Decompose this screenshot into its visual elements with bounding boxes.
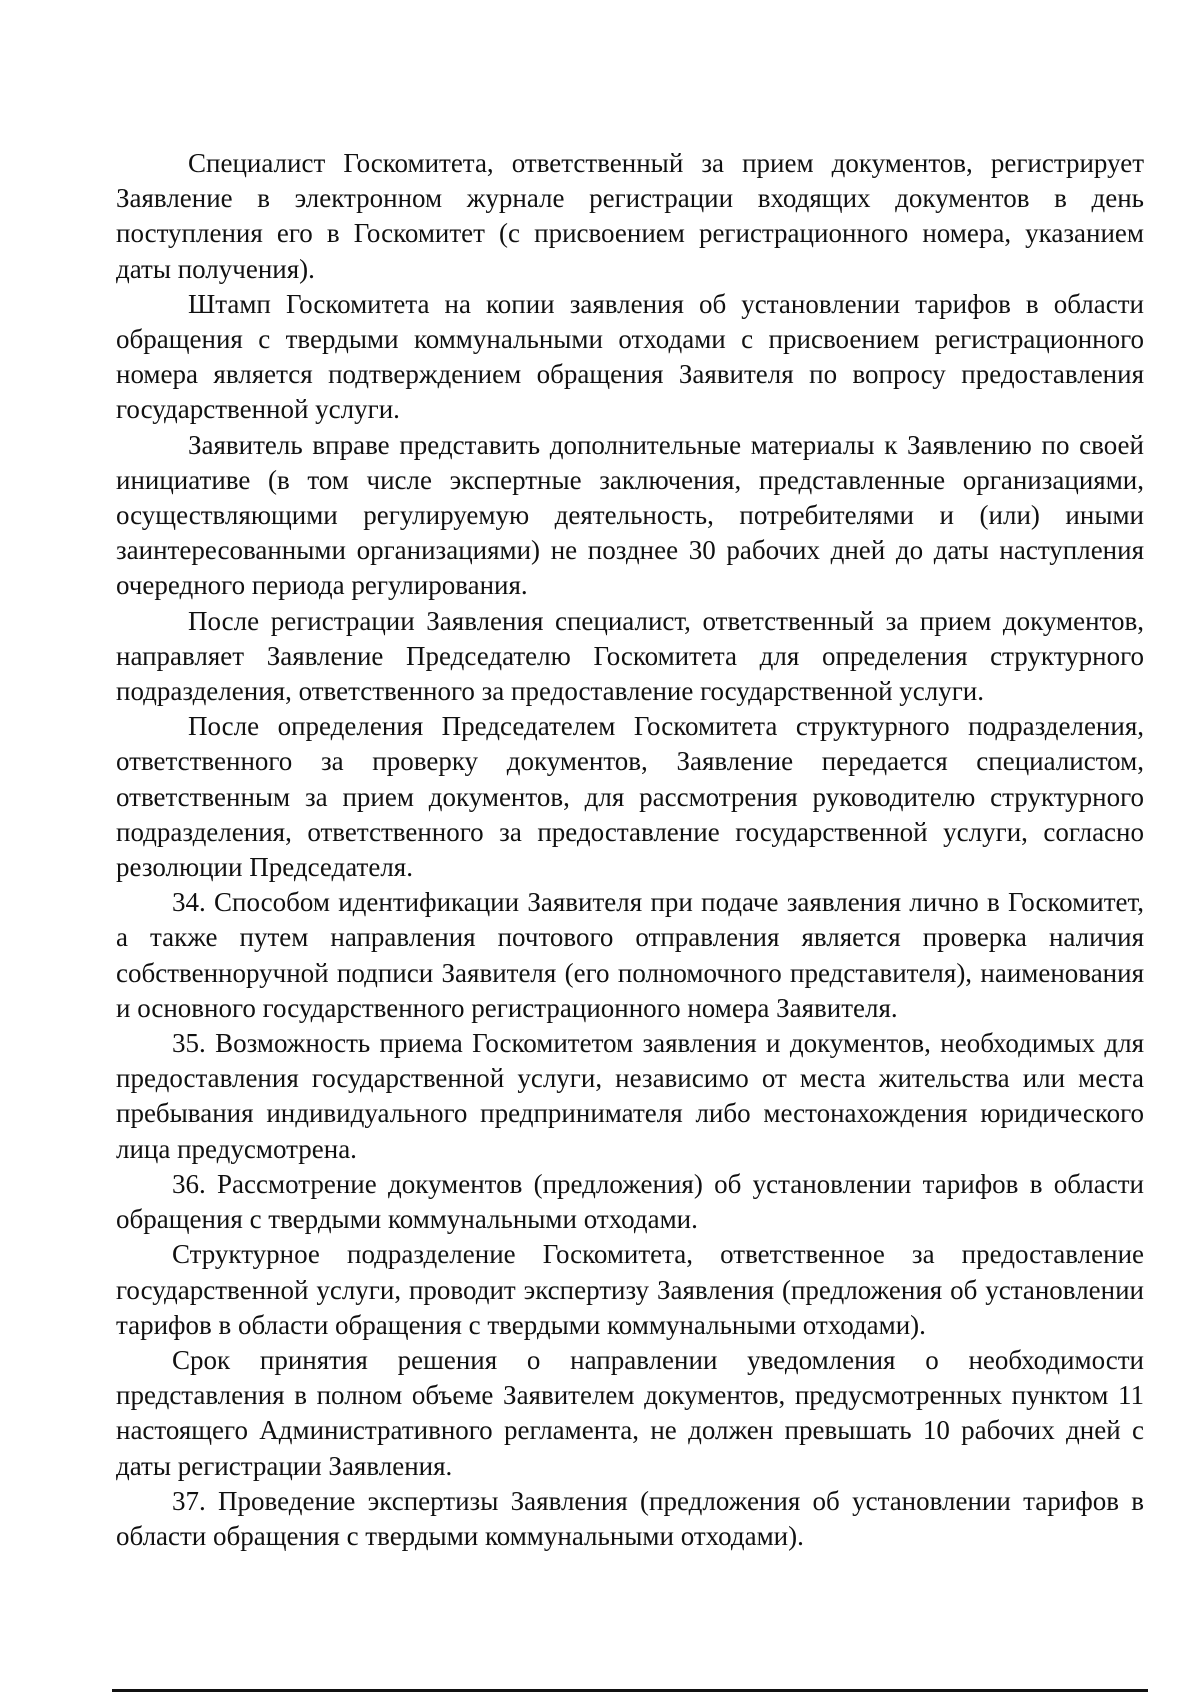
bottom-divider — [112, 1689, 1148, 1692]
paragraph-item-34: 34. Способом идентификации Заявителя при подаче заявления лично в Госкомитет, а также путем направления почтового отправления является проверка наличия собственноручной подписи Заявителя (его полномочного представителя), наименования и основного государственного регистрационного номера Заявителя. — [116, 887, 1144, 1023]
paragraph-item-35: 35. Возможность приема Госкомитетом заявления и документов, необходимых для предоставления государственной услуги, независимо от места жительства или места пребывания индивидуального предпринимателя либо местонахождения юридического лица предусмотрена. — [116, 1028, 1144, 1164]
paragraph-item-37: 37. Проведение экспертизы Заявления (предложения об установлении тарифов в области обращения с твердыми коммунальными отходами). — [116, 1485, 1144, 1551]
paragraph-stamp: Штамп Госкомитета на копии заявления об установлении тарифов в области обращения с твердыми коммунальными отходами с присвоением регистрационного номера является подтверждением обращения Заявителя по вопросу предоставления государственной услуги. — [116, 288, 1144, 425]
paragraph-registration: Специалист Госкомитета, ответственный за прием документов, регистрирует Заявление в электронном журнале регистрации входящих документов в день поступления его в Госкомитет (с присвоением регистрационного номера, указанием даты получения). — [116, 148, 1144, 284]
paragraph-after-determination: После определения Председателем Госкомитета структурного подразделения, ответственного за проверку документов, Заявление передается специалистом, ответственным за прием документов, для рассмотрения руководителю структурного подразделения, ответственного за предоставление государственной услуги, согласно резолюции Председателя. — [116, 711, 1144, 883]
paragraph-deadline: Срок принятия решения о направлении уведомления о необходимости представления в полном объеме Заявителем документов, предусмотренных пунктом 11 настоящего Административного регламента, не должен превышать 10 рабочих дней с даты регистрации Заявления. — [116, 1344, 1144, 1481]
paragraph-expertise: Структурное подразделение Госкомитета, ответственное за предоставление государственной услуги, проводит экспертизу Заявления (предложения об установлении тарифов в области обращения с твердыми коммунальными отходами). — [116, 1239, 1144, 1340]
paragraph-after-registration: После регистрации Заявления специалист, ответственный за прием документов, направляет Заявление Председателю Госкомитета для определения структурного подразделения, ответственного за предоставление государственной услуги. — [116, 605, 1144, 707]
paragraph-item-36: 36. Рассмотрение документов (предложения) об установлении тарифов в области обращения с твердыми коммунальными отходами. — [116, 1168, 1144, 1235]
paragraph-additional-materials: Заявитель вправе представить дополнительные материалы к Заявлению по своей инициативе (в том числе экспертные заключения, представленные организациями, осуществляющими регулируемую деятельность, потребителями и (или) иными заинтересованными организациями) не позднее 30 рабочих дней до даты наступления очередного периода регулирования. — [116, 429, 1144, 601]
document-body — [116, 146, 1144, 1554]
